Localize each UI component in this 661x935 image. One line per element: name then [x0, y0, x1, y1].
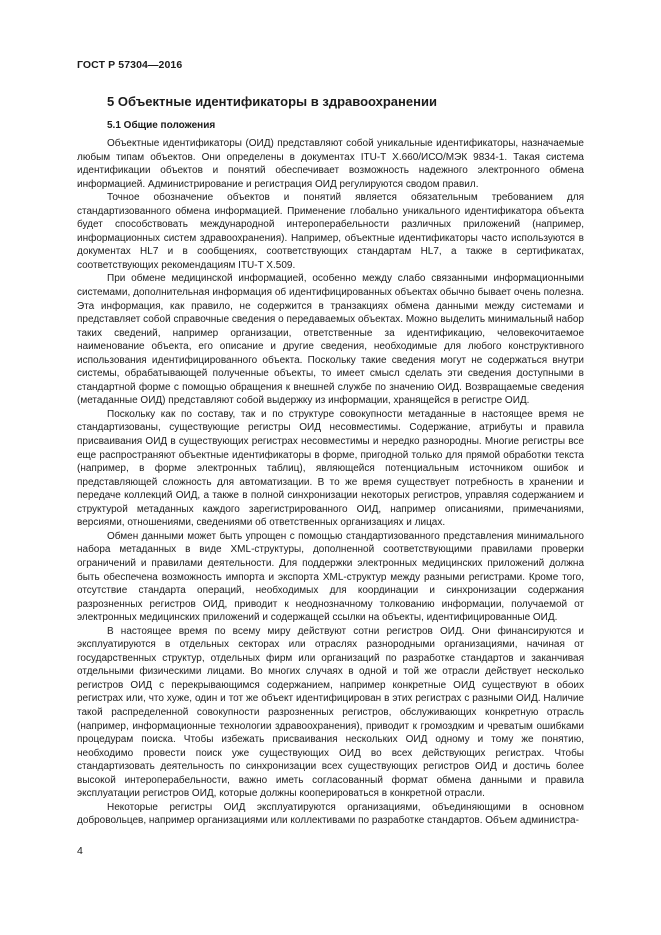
paragraph: Поскольку как по составу, так и по структуре совокупности метаданные в настоящее время не стандартизованы, существующие регистры ОИД несовместимы. Содержание, атрибуты и правила присваивания ОИД в существующих регистрах несовместимы и нередко разнородны. Многие регистры все еще распространяют объектные идентификаторы в форме, пригодной только для прямой обработки текста (например, в форме электронных таблиц), являющейся потенциальным источником ошибок и представляющей сложность для автоматизации. В то же время существует потребность в хранении и передаче коллекций ОИД, а также в полной синхронизации некоторых регистров, управляя содержанием и структурой метаданных каждого зарегистрированного ОИД, например описаниями, примечаниями, версиями, отношениями, сведениями об ответственных организациях и лицах.	[77, 408, 584, 529]
body-text	[77, 137, 584, 828]
paragraph: Некоторые регистры ОИД эксплуатируются организациями, объединяющими в основном добровольцев, например организациями или коллективами по разработке стандартов. Объем администра-	[77, 801, 584, 827]
subsection-heading: 5.1 Общие положения	[107, 120, 216, 131]
paragraph: Обмен данными может быть упрощен с помощью стандартизованного представления минимального набора метаданных в виде XML-структуры, дополненной соответствующими правилами проверки ограничений и правилами деятельности. Для поддержки электронных медицинских приложений должна быть обеспечена возможность импорта и экспорта XML-структур между разными регистрами. Кроме того, отсутствие стандарта операций, необходимых для координации и синхронизации содержания разрозненных регистров ОИД, приводит к неоднозначному толкованию информации, получаемой от электронных медицинских приложений и содержащей ссылки на объекты, идентифицированные ОИД.	[77, 530, 584, 624]
paragraph: При обмене медицинской информацией, особенно между слабо связанными информационными системами, дополнительная информация об идентифицированных объектах обычно бывает очень полезна. Эта информация, как правило, не содержится в транзакциях обмена данными между системами и представляет собой справочные сведения о передаваемых объектах. Можно выделить минимальный набор таких сведений, например организации, ответственные за идентификацию, человекочитаемое наименование объекта, его описание и другие сведения, необходимые для любого конструктивного использования идентифицированного объекта. Поскольку такие сведения могут не содержаться внутри системы, обрабатывающей полученные объекты, то имеет смысл сделать эти сведения доступными в стандартной форме с помощью обращения к внешней службе по значению ОИД. Возвращаемые сведения (метаданные ОИД) представляют собой выдержку из информации, хранящейся в регистре ОИД.	[77, 273, 584, 407]
paragraph: Объектные идентификаторы (ОИД) представляют собой уникальные идентификаторы, назначаемые любым типам объектов. Они определены в документах ITU-T X.660/ИСО/МЭК 9834-1. Такая система идентификации объектов и понятий обеспечивает возможность надежного электронного обмена информацией. Администрирование и регистрация ОИД регулируются сводом правил.	[77, 138, 584, 190]
paragraph: В настоящее время по всему миру действуют сотни регистров ОИД. Они финансируются и эксплуатируются в отдельных секторах или отраслях разнородными организациями, начиная от государственных структур, отдельных фирм или организаций по разработке стандартов и заканчивая отдельными физическими лицами. Во многих случаях в одной и той же отрасли действует несколько регистров ОИД с перекрывающимся содержанием, например конкретные ОИД существуют в обоих регистрах или, что хуже, один и тот же объект идентифицирован в этих регистрах с разными ОИД. Наличие такой распределенной совокупности разрозненных регистров, обслуживающих конкретную отрасль (например, информационные технологии здравоохранения), приводит к громоздким и чреватым ошибками процедурам поиска. Чтобы избежать присваивания нескольких ОИД одному и тому же понятию, необходимо провести поиск уже существующих ОИД во всех действующих регистрах. Чтобы стандартизовать деятельность по синхронизации всех существующих регистров ОИД и достичь более высокой интероперабельности, важно иметь согласованный формат обмена данными и правила эксплуатации регистров ОИД, которые должны кооперироваться в конкретной отрасли.	[77, 625, 584, 800]
section-heading: 5 Объектные идентификаторы в здравоохранении	[107, 94, 437, 109]
standard-designation: ГОСТ Р 57304—2016	[77, 59, 183, 71]
paragraph: Точное обозначение объектов и понятий является обязательным требованием для стандартизованного обмена информацией. Применение глобально уникального идентификатора объекта будет способствовать международной интероперабельности различных приложений (например, информационных систем здравоохранения). Например, объектные идентификаторы часто используются в документах HL7 и в сообщениях, соответствующих стандартам HL7, а также в сертификатах, соответствующих рекомендациям ITU-T X.509.	[77, 192, 584, 271]
page-number: 4	[77, 845, 83, 857]
